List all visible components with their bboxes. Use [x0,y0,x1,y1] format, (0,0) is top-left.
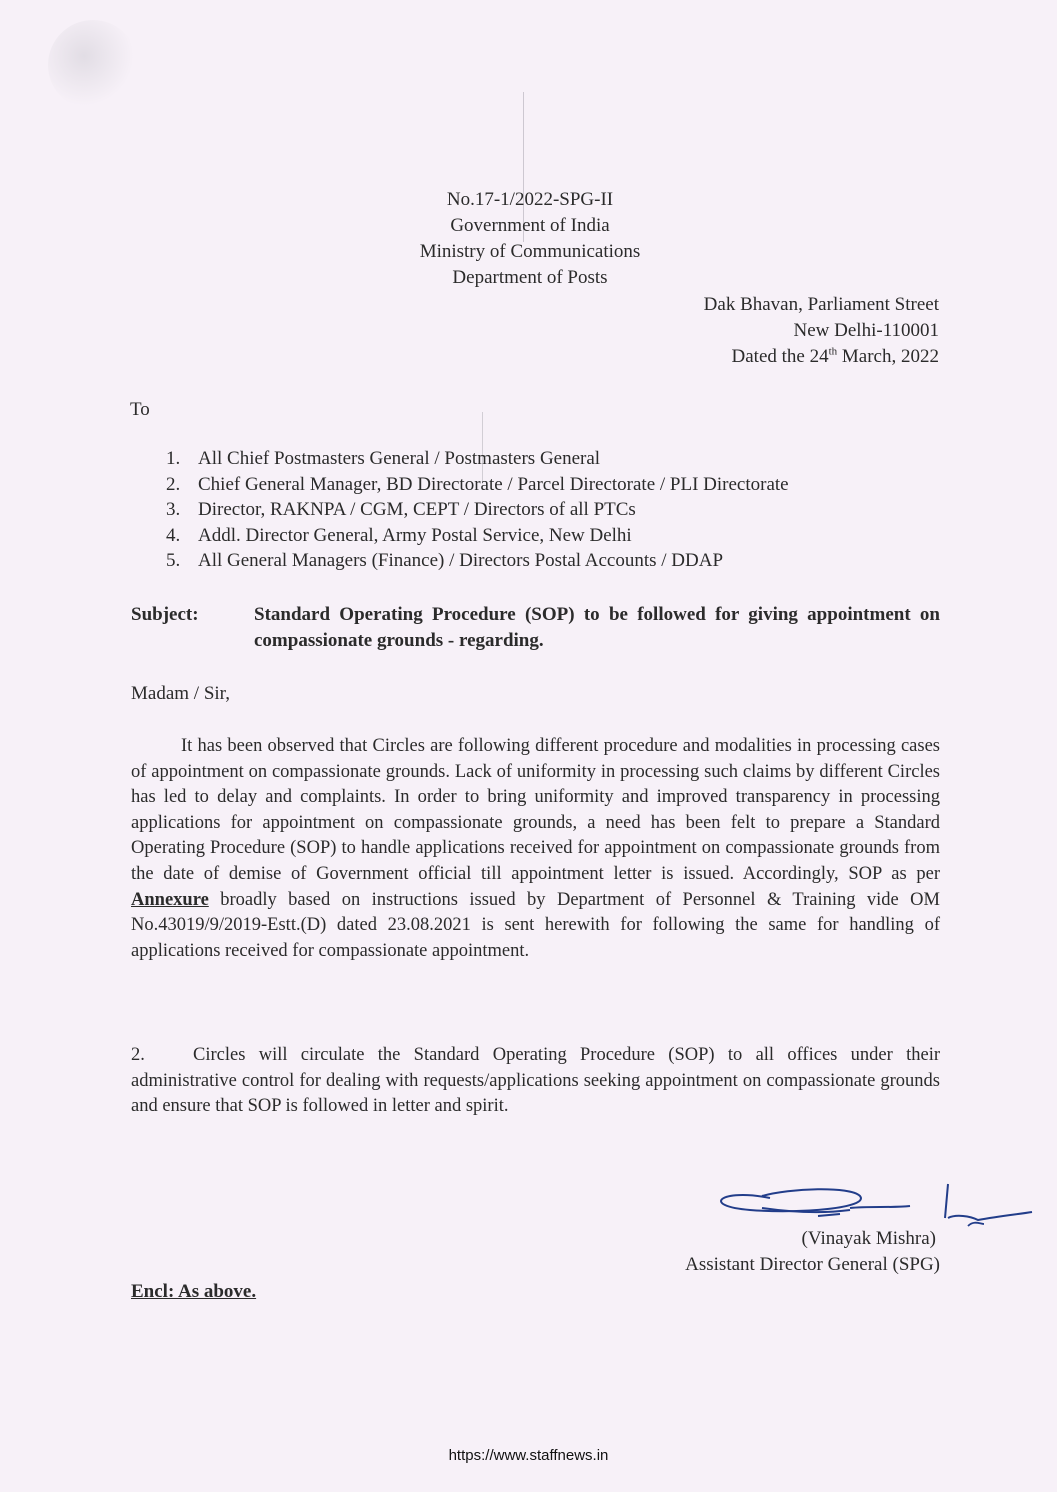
address-line-1: Dak Bhavan, Parliament Street [703,294,939,315]
department-name: Department of Posts [452,267,608,288]
signatory-designation: Assistant Director General (SPG) [685,1254,940,1275]
salutation: Madam / Sir, [131,683,230,704]
list-item: 3. Director, RAKNPA / CGM, CEPT / Directors of all PTCs [166,499,636,520]
scan-smudge [48,20,138,110]
list-item: 5. All General Managers (Finance) / Directors Postal Accounts / DDAP [166,550,724,571]
footer-url: https://www.staffnews.in [448,1447,609,1464]
paragraph-2: 2. Circles will circulate the Standard Operating Procedure (SOP) to all offices under their administrative control for dealing with requests/applications seeking appointment on compassionate grounds and ensure that SOP is followed in letter and spirit. [131,1045,940,1117]
signatory-block [685,1226,940,1278]
address-line-2: New Delhi-110001 [793,320,939,341]
list-item: 1. All Chief Postmasters General / Postmasters General [166,448,601,469]
file-number: No.17-1/2022-SPG-II [446,189,614,210]
letter-date: Dated the 24th March, 2022 [731,345,939,367]
subject-text: Standard Operating Procedure (SOP) to be followed for giving appointment on compassionate grounds - regarding. [254,604,940,651]
to-label: To [130,399,150,420]
sender-address [704,292,939,370]
subject-label: Subject: [131,604,199,625]
letter-header [330,187,730,291]
recipient-list [166,446,789,574]
annexure-reference: Annexure [131,889,209,910]
ministry-name: Ministry of Communications [419,241,641,262]
enclosure-note: Encl: As above. [131,1281,257,1302]
government-name: Government of India [450,215,610,236]
list-item: 2. Chief General Manager, BD Directorate / Parcel Directorate / PLI Directorate [166,473,789,495]
signatory-name: (Vinayak Mishra) [801,1228,936,1249]
paragraph-1: It has been observed that Circles are following different procedure and modalities in processing cases of appointment on compassionate grounds. Lack of uniformity in processing such claims by different Circles has led to delay and complaints. In order to bring uniformity and improved transparency in processing applications for appointment on compassionate grounds, a need has been felt to prepare a Standard Operating Procedure (SOP) to handle applications received for appointment on compassionate grounds from the date of demise of Government official till appointment letter is issued. Accordingly, SOP as per Annexure broadly based on instructions issued by Department of Personnel & Training vide OM No.43019/9/2019-Estt.(D) dated 23.08.2021 is sent herewith for following the same for handling of applications received for compassionate appointment. [131,736,940,961]
list-item: 4. Addl. Director General, Army Postal Service, New Delhi [166,524,632,546]
